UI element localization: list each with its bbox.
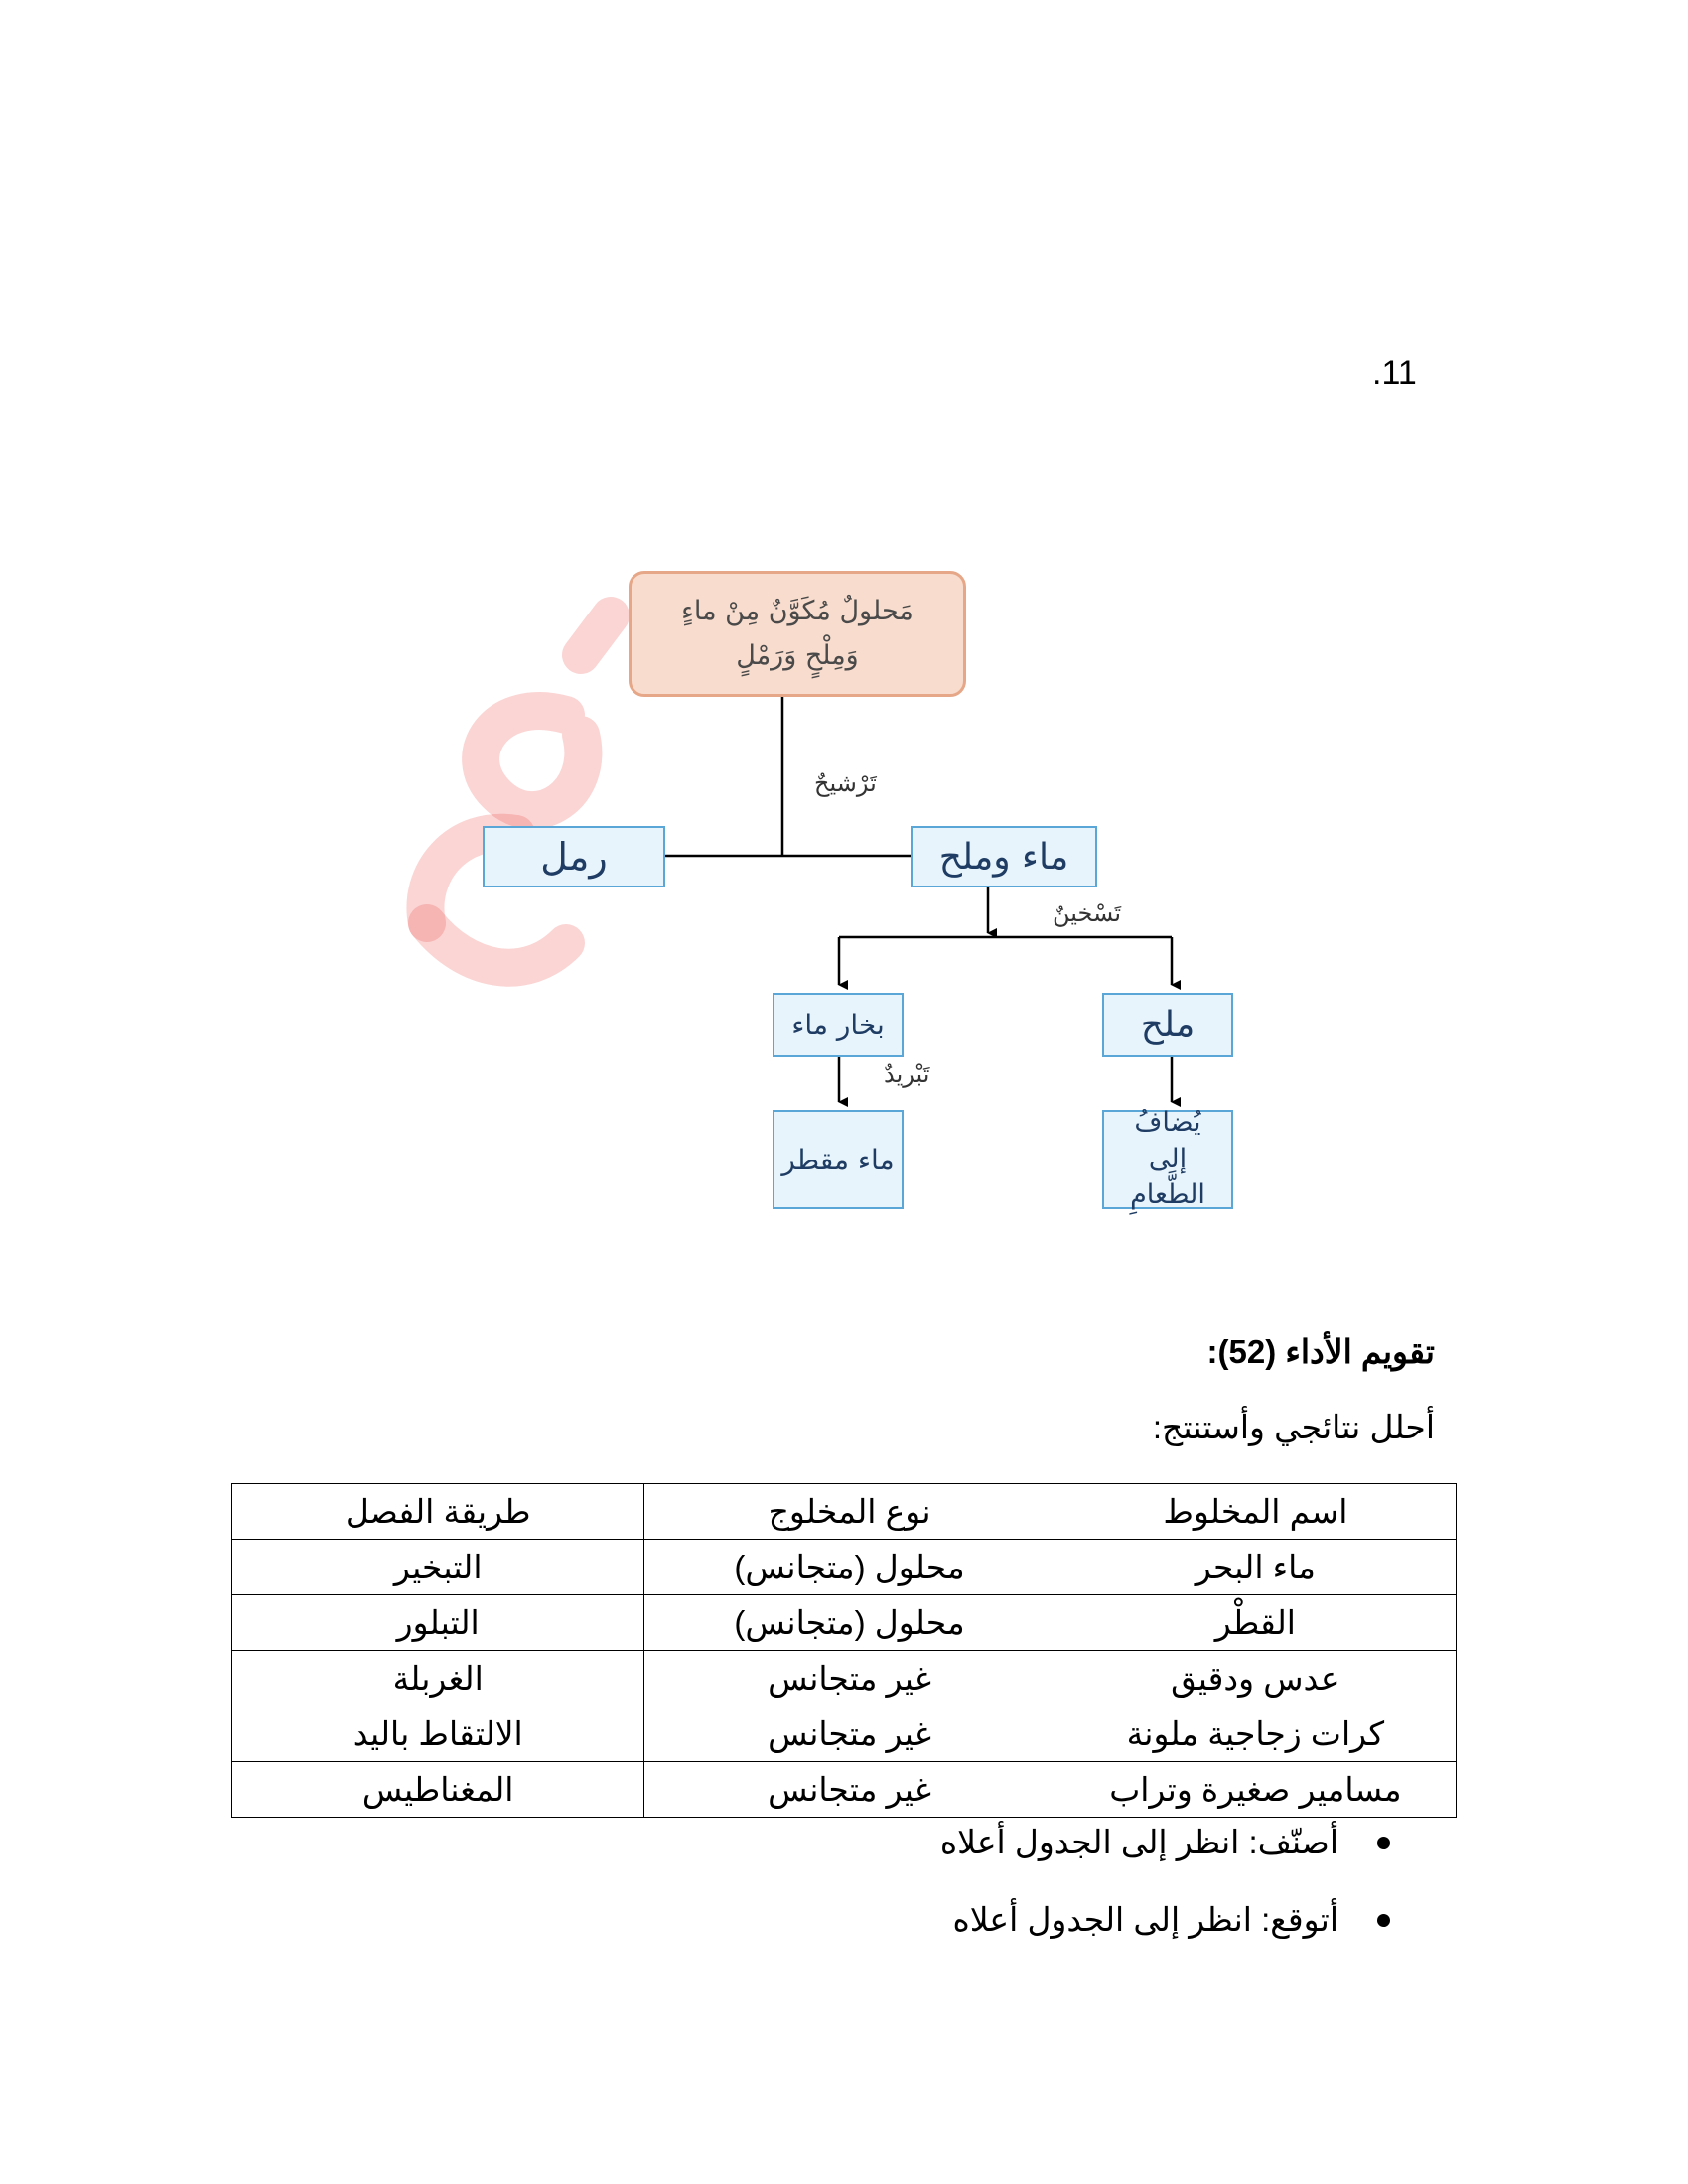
- list-item: [940, 1900, 1390, 1940]
- distilled-water-box: ماء مقطر: [773, 1110, 904, 1209]
- header-mixture-name: اسم المخلوط: [1055, 1484, 1456, 1540]
- list-item: [940, 1823, 1390, 1862]
- table-cell: غير متجانس: [644, 1706, 1055, 1762]
- added-to-food-box: يُضافُ إلى الطَّعامِ: [1102, 1110, 1233, 1209]
- question-number: .11: [1372, 354, 1417, 392]
- filtration-label: تَرْشيحٌ: [814, 769, 877, 797]
- table-cell: القطْر: [1055, 1595, 1456, 1651]
- list-item-text: أتوقع: انظر إلى الجدول أعلاه: [952, 1900, 1338, 1938]
- table-cell: كرات زجاجية ملونة: [1055, 1706, 1456, 1762]
- water-salt-box: ماء وملح: [911, 826, 1097, 887]
- table-row: [232, 1706, 1457, 1762]
- table-cell: غير متجانس: [644, 1762, 1055, 1818]
- vapor-box: بخار ماء: [773, 993, 904, 1057]
- cooling-label: تَبْريدٌ: [884, 1060, 930, 1088]
- table-cell: المغناطيس: [232, 1762, 644, 1818]
- list-item-text: أصنّف: انظر إلى الجدول أعلاه: [939, 1824, 1338, 1860]
- table-cell: مسامير صغيرة وتراب: [1055, 1762, 1456, 1818]
- mixture-box: مَحلولٌ مُكَوَّنٌ مِنْ ماءٍ وَمِلْحٍ وَرَمْلٍ: [629, 571, 966, 697]
- separation-flow-diagram: [377, 556, 1251, 1231]
- table-cell: عدس ودقيق: [1055, 1651, 1456, 1706]
- table-cell: التبلور: [232, 1595, 644, 1651]
- bullet-list: [940, 1823, 1390, 1977]
- salt-box: ملح: [1102, 993, 1233, 1057]
- bullet-icon: [1377, 1837, 1390, 1849]
- table-row: [232, 1595, 1457, 1651]
- section-intro: أحلل نتائجي وأستنتج:: [1152, 1409, 1435, 1445]
- heating-label: تَسْخينٌ: [1053, 899, 1122, 927]
- mixtures-table: [231, 1483, 1457, 1818]
- table-cell: محلول (متجانس): [644, 1540, 1055, 1595]
- table-cell: الغربلة: [232, 1651, 644, 1706]
- table-cell: التبخير: [232, 1540, 644, 1595]
- table-row: [232, 1651, 1457, 1706]
- table-cell: محلول (متجانس): [644, 1595, 1055, 1651]
- table-row: [232, 1762, 1457, 1818]
- header-mixture-type: نوع المخلوج: [644, 1484, 1055, 1540]
- header-separation-method: طريقة الفصل: [232, 1484, 644, 1540]
- sand-box: رمل: [483, 826, 665, 887]
- table-cell: غير متجانس: [644, 1651, 1055, 1706]
- section-title: تقويم الأداء (52):: [1206, 1333, 1435, 1370]
- bullet-icon: [1377, 1914, 1390, 1927]
- table-cell: الالتقاط باليد: [232, 1706, 644, 1762]
- table-header-row: [232, 1484, 1457, 1540]
- table-cell: ماء البحر: [1055, 1540, 1456, 1595]
- table-row: [232, 1540, 1457, 1595]
